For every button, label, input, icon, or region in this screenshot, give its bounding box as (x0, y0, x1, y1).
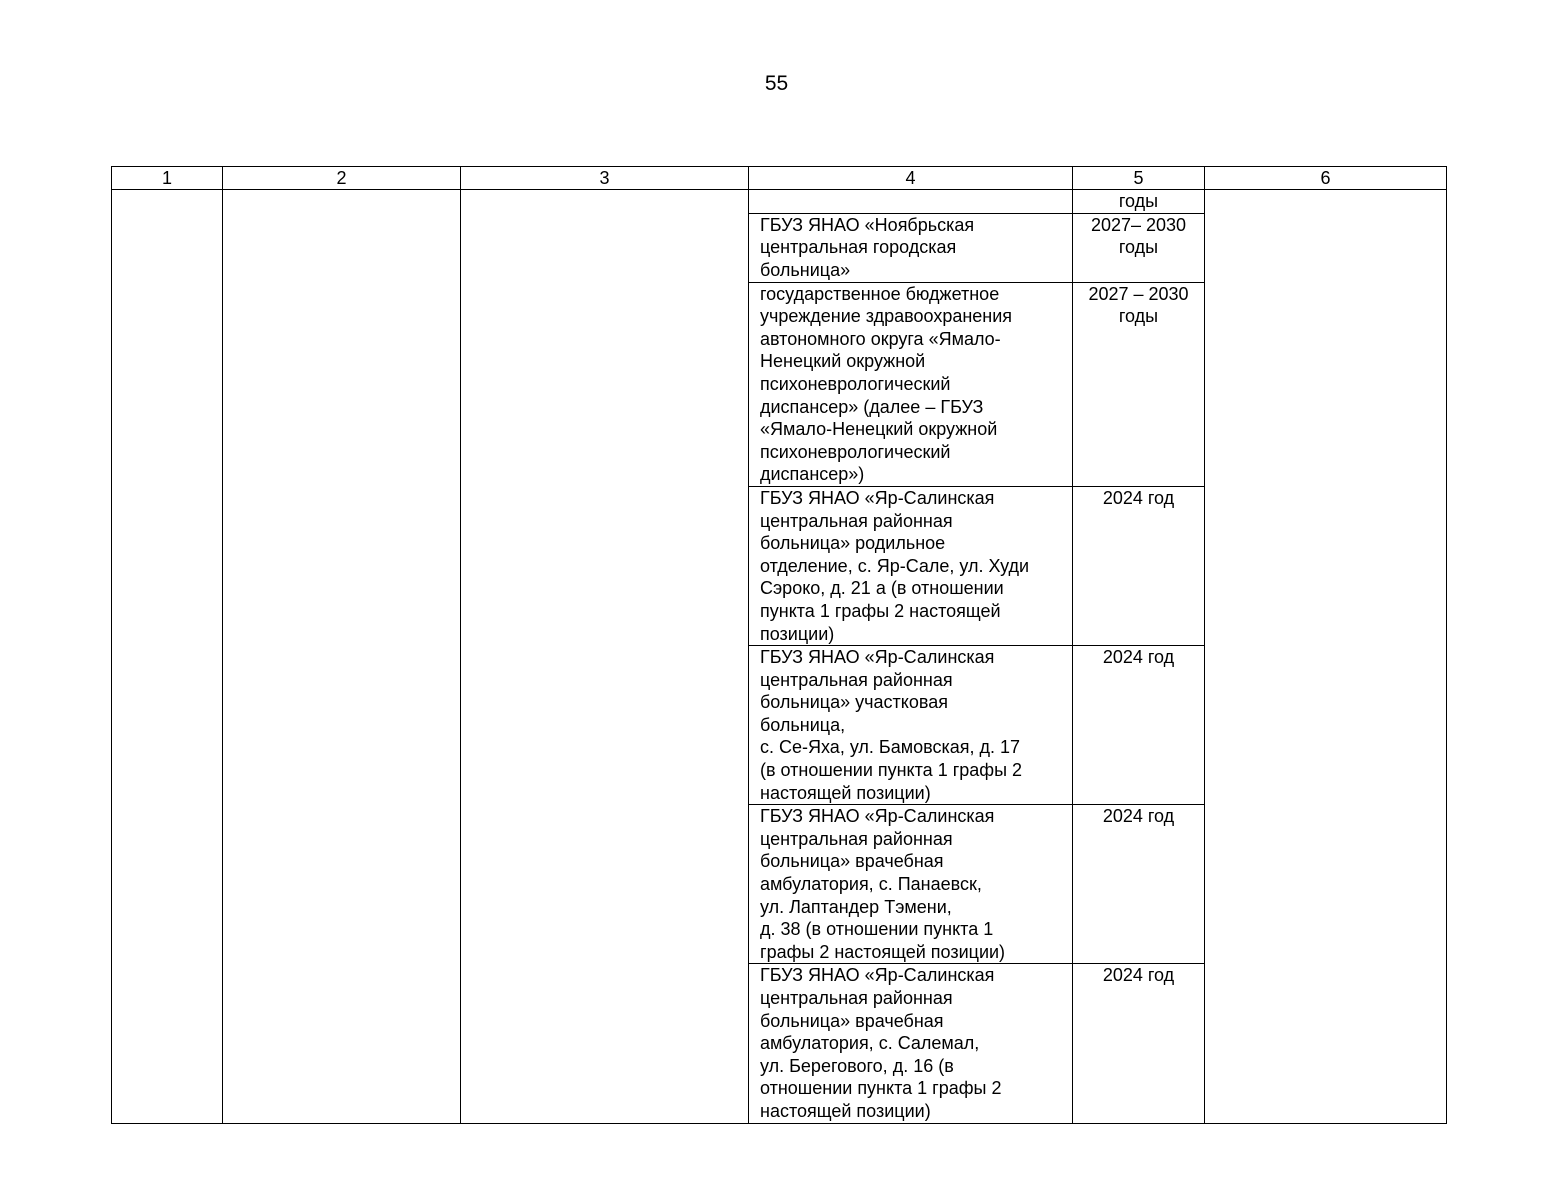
cell-period: 2024 год (1073, 486, 1205, 645)
cell-period-continued: годы (1073, 190, 1205, 214)
cell-period: 2024 год (1073, 805, 1205, 964)
cell-period: 2027 – 2030 годы (1073, 282, 1205, 486)
cell-institution: ГБУЗ ЯНАО «Яр-Салинская центральная районная больница» участковая больница, с. Се-Яха, ул. Бамовская, д. 17 (в отношении пункта 1 графы 2 настоящей позиции) (749, 646, 1073, 805)
column-number-2: 2 (223, 167, 461, 190)
cell-period: 2024 год (1073, 964, 1205, 1123)
cell-period: 2024 год (1073, 646, 1205, 805)
cell-col6 (1205, 190, 1447, 1124)
column-number-4: 4 (749, 167, 1073, 190)
column-number-3: 3 (461, 167, 749, 190)
table-header-row (112, 167, 1447, 190)
cell-institution: государственное бюджетное учреждение здравоохранения автономного округа «Ямало- Ненецкий окружной психоневрологический диспансер» (далее – ГБУЗ «Ямало-Ненецкий окружной психоневрологический диспансер») (749, 282, 1073, 486)
cell-institution: ГБУЗ ЯНАО «Ноябрьская центральная городская больница» (749, 213, 1073, 282)
cell-institution: ГБУЗ ЯНАО «Яр-Салинская центральная районная больница» врачебная амбулатория, с. Салемал, ул. Берегового, д. 16 (в отношении пункта 1 графы 2 настоящей позиции) (749, 964, 1073, 1123)
cell-period: 2027– 2030 годы (1073, 213, 1205, 282)
cell-institution: ГБУЗ ЯНАО «Яр-Салинская центральная районная больница» врачебная амбулатория, с. Панаевск, ул. Лаптандер Тэмени, д. 38 (в отношении пункта 1 графы 2 настоящей позиции) (749, 805, 1073, 964)
cell-institution: ГБУЗ ЯНАО «Яр-Салинская центральная районная больница» родильное отделение, с. Яр-Сале, ул. Худи Сэроко, д. 21 а (в отношении пункта 1 графы 2 настоящей позиции) (749, 486, 1073, 645)
column-number-1: 1 (112, 167, 223, 190)
cell-col2 (223, 190, 461, 1124)
cell-col1 (112, 190, 223, 1124)
page-number: 55 (764, 72, 789, 95)
column-number-5: 5 (1073, 167, 1205, 190)
cell-institution-continued (749, 190, 1073, 214)
table-row (112, 190, 1447, 214)
column-number-6: 6 (1205, 167, 1447, 190)
cell-col3 (461, 190, 749, 1124)
document-table (111, 166, 1447, 1124)
